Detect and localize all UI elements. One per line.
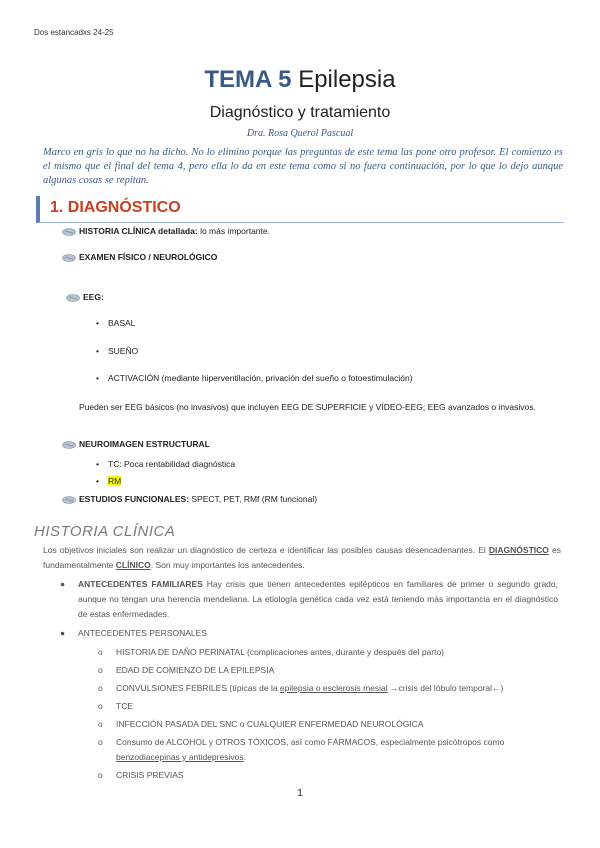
brain-icon bbox=[66, 294, 80, 302]
list-item: o INFECCIÓN PASADA DEL SNC o CUALQUIER ENFERMEDAD NEUROLÓGICA bbox=[98, 719, 424, 729]
list-item: o TCE bbox=[98, 701, 133, 711]
historia-para-diagnostico: DIAGNÓSTICO bbox=[488, 545, 549, 555]
historia-label: HISTORIA CLÍNICA detallada: bbox=[79, 226, 198, 236]
list-item-text: Consumo de ALCOHOL y OTROS TÓXICOS, así como FÁRMACOS, especialmente psicótropos como bbox=[116, 737, 505, 747]
intro-note: Marco en gris lo que no ha dicho. No lo elimino porque las preguntas de este tema las pone otro profesor. El comienzo es el mismo que el final del tema 4, pero ella lo da en este tema como si no fuera continuación, por lo que lo dejo aunque algunas cosas se repitan. bbox=[43, 147, 563, 186]
eeg-label: EEG: bbox=[83, 292, 104, 302]
neuro-rm: RM bbox=[108, 476, 122, 486]
brain-icon bbox=[62, 254, 76, 262]
brain-icon bbox=[62, 228, 76, 236]
header-note: Dos estancadxs 24-25 bbox=[34, 28, 114, 37]
brain-icon bbox=[62, 441, 76, 449]
eeg-basal: BASAL bbox=[108, 318, 136, 328]
historia-text: lo más importante. bbox=[197, 226, 270, 236]
neuro-bullet-tc: • TC: Poca rentabilidad diagnóstica bbox=[96, 459, 236, 469]
eeg-bullet-basal: • BASAL bbox=[96, 318, 136, 328]
funcionales-text: SPECT, PET, RMf (RM funcional) bbox=[189, 494, 318, 504]
section-title: 1. DIAGNÓSTICO bbox=[50, 199, 181, 216]
personales-list bbox=[98, 645, 560, 783]
item-historia bbox=[62, 226, 270, 236]
brain-icon bbox=[62, 496, 76, 504]
list-item: o CRISIS PREVIAS bbox=[98, 770, 184, 780]
page-subtitle: Diagnóstico y tratamiento bbox=[209, 104, 391, 121]
eeg-bullet-activacion: • ACTIVACIÓN (mediante hiperventilación, privación del sueño o fotoestimulación) bbox=[96, 373, 413, 383]
list-item-underlined: benzodiacepinas y antidepresivos bbox=[116, 752, 244, 762]
title-number: TEMA 5 bbox=[204, 66, 292, 93]
personales-label: ANTECEDENTES PERSONALES bbox=[78, 628, 207, 638]
item-funcionales bbox=[62, 494, 317, 504]
list-item-text: TCE bbox=[116, 701, 133, 711]
list-item: o EDAD DE COMIENZO DE LA EPILEPSIA bbox=[98, 665, 275, 675]
antecedentes-familiares: ● ANTECEDENTES FAMILIARES Hay crisis que tienen antecedentes epilépticos en familiares de primer o segundo grado, aunque no tengan una herencia mendeliana. La etiología genética cada vez está teniendo más importancia en el diagnóstico de estas enfermedades. bbox=[60, 579, 559, 619]
historia-heading: HISTORIA CLÍNICA bbox=[34, 523, 176, 540]
neuro-bullet-rm: • RM bbox=[96, 476, 122, 486]
item-examen bbox=[62, 252, 217, 262]
antecedentes-personales: ● ANTECEDENTES PERSONALES bbox=[62, 626, 580, 641]
list-item: o Consumo de ALCOHOL y OTROS TÓXICOS, así como FÁRMACOS, especialmente psicótropos como benzodiacepinas y antidepresivos. bbox=[98, 737, 505, 762]
eeg-note: Pueden ser EEG básicos (no invasivos) que incluyen EEG DE SUPERFICIE y VÍDEO-EEG; EEG avanzados o invasivos. bbox=[79, 402, 536, 412]
list-item: o HISTORIA DE DAÑO PERINATAL (complicaciones antes, durante y después del parto) bbox=[98, 647, 445, 657]
list-item-underlined: epilepsia o esclerosis mesial bbox=[279, 683, 388, 693]
historia-para-text: es fundamentalmente bbox=[43, 545, 561, 570]
eeg-sueno: SUEÑO bbox=[108, 346, 139, 356]
familiares-text: Hay crisis que tienen antecedentes epilépticos en familiares de primer o segundo grado, aunque no tengan una herencia mendeliana. La etiología genética cada vez está teniendo más importancia en el diagnóstico de estas enfermedades. bbox=[78, 579, 559, 619]
eeg-bullet-sueno: • SUEÑO bbox=[96, 346, 139, 356]
list-item-text: . bbox=[243, 752, 246, 762]
list-item-text: EDAD DE COMIENZO DE LA EPILEPSIA bbox=[116, 665, 275, 675]
neuro-label: NEUROIMAGEN ESTRUCTURAL bbox=[79, 439, 210, 449]
title-text: Epilepsia bbox=[298, 66, 396, 93]
list-item-text: →crisis del lóbulo temporal←) bbox=[387, 683, 504, 693]
funcionales-label: ESTUDIOS FUNCIONALES: bbox=[79, 494, 190, 504]
historia-para-clinico: CLÍNICO bbox=[115, 560, 151, 570]
historia-para-text: . Son muy importantes los antecedentes. bbox=[150, 560, 305, 570]
item-neuroimagen bbox=[62, 439, 210, 449]
familiares-label: ANTECEDENTES FAMILIARES bbox=[78, 579, 203, 589]
list-item-text: CONVULSIONES FEBRILES (típicas de la bbox=[116, 683, 280, 693]
examen-label: EXAMEN FÍSICO / NEUROLÓGICO bbox=[79, 252, 218, 262]
page-title bbox=[0, 66, 600, 94]
list-item-text: INFECCIÓN PASADA DEL SNC o CUALQUIER ENFERMEDAD NEUROLÓGICA bbox=[116, 719, 424, 729]
list-item-text: HISTORIA DE DAÑO PERINATAL (complicaciones antes, durante y después del parto) bbox=[116, 647, 445, 657]
author: Dra. Rosa Querol Pascual bbox=[246, 128, 354, 139]
eeg-activacion: ACTIVACIÓN (mediante hiperventilación, privación del sueño o fotoestimulación) bbox=[108, 373, 413, 383]
neuro-tc: TC: Poca rentabilidad diagnóstica bbox=[108, 459, 236, 469]
item-eeg bbox=[66, 292, 104, 302]
section-header bbox=[36, 196, 564, 223]
list-item-text: CRISIS PREVIAS bbox=[116, 770, 184, 780]
page-number: 1 bbox=[297, 788, 303, 799]
historia-paragraph bbox=[43, 543, 561, 573]
list-item: o CONVULSIONES FEBRILES (típicas de la epilepsia o esclerosis mesial →crisis del lóbulo temporal←) bbox=[98, 683, 504, 693]
historia-para-text: Los objetivos iniciales son realizar un diagnóstico de certeza e identificar las posibles causas desencadenantes. El bbox=[43, 545, 489, 555]
